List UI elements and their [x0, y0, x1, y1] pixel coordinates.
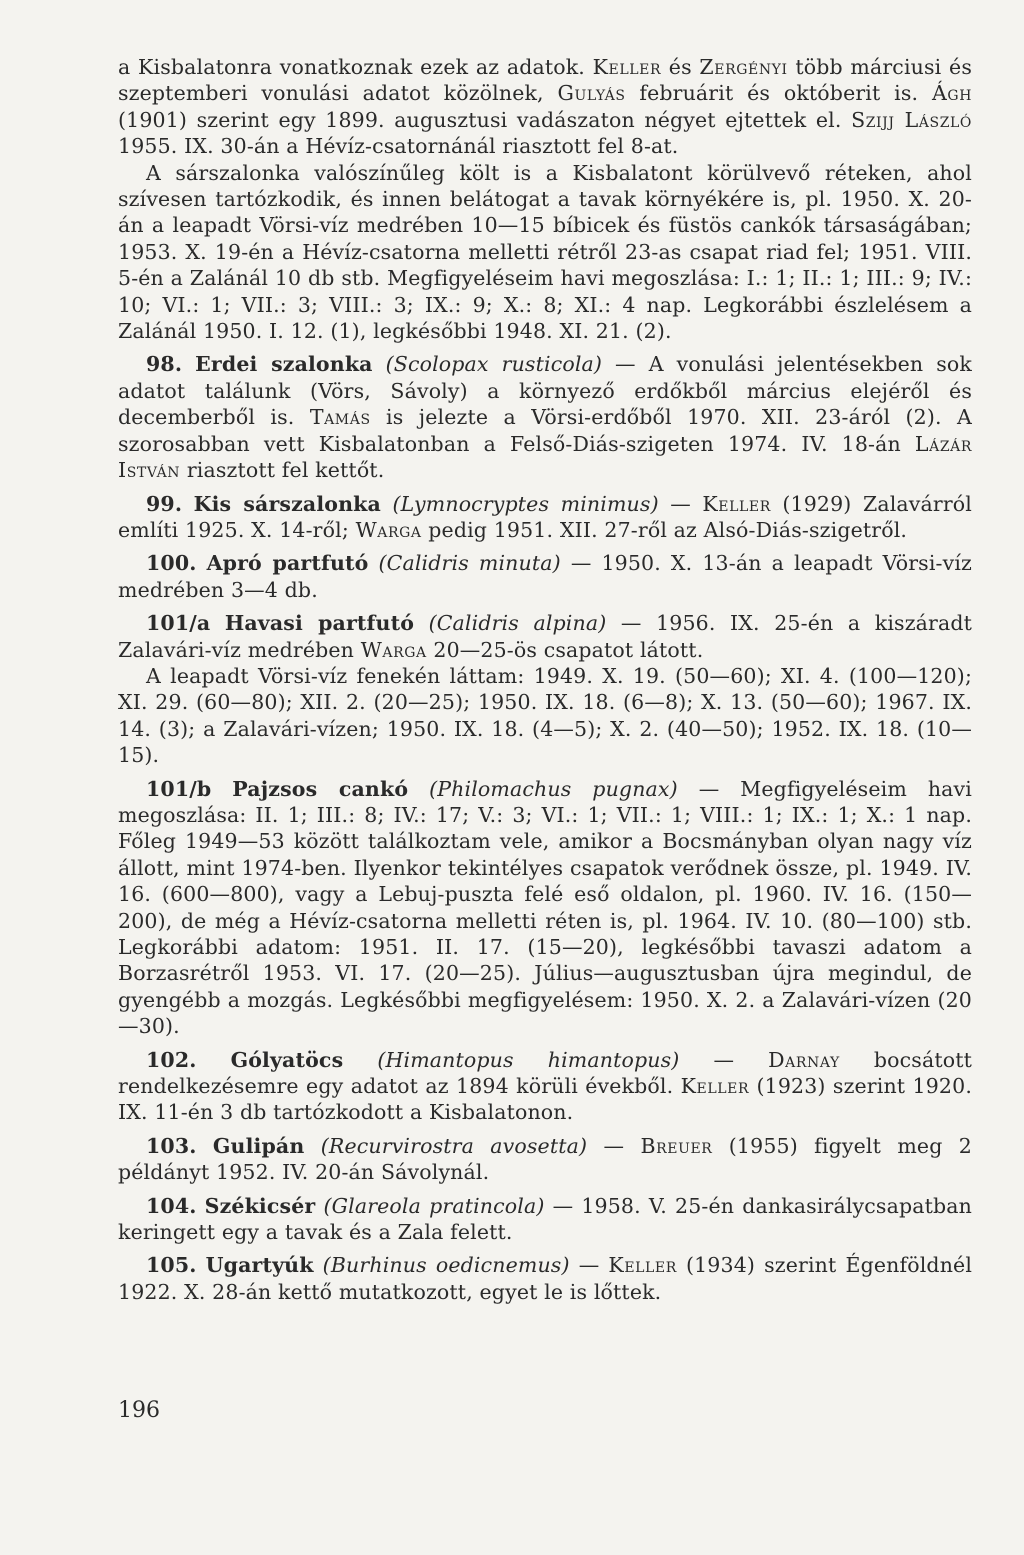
species-number: 102. [146, 1047, 197, 1072]
text-run: a Kisbalatonra vonatkoznak ezek az adatok. [118, 55, 593, 79]
species-entry [118, 1193, 972, 1246]
text-run: riasztott fel kettőt. [180, 458, 385, 483]
text-run: — [679, 1047, 769, 1072]
text-run: — 1958. V. 25-én dankasirálycsapatban keringett egy a tavak és a Zala felett. [118, 1193, 972, 1245]
author-name: Darnay [768, 1047, 840, 1072]
text-run: több márciusi és szeptemberi vonulási adatot közölnek, [118, 55, 972, 106]
species-number: 105. [146, 1253, 197, 1278]
text-run: — [587, 1133, 641, 1158]
text-run: (1901) szerint egy 1899. augusztusi vadászaton négyet ejtettek el. [118, 107, 852, 132]
author-name: Keller [608, 1253, 677, 1278]
author-name: Tamás [309, 405, 371, 430]
species-number: 98. [146, 352, 183, 377]
species-latin-name: (Calidris alpina) [428, 611, 607, 636]
author-name: Warga [360, 637, 427, 662]
text-run: pedig 1951. XII. 27-ről az Alsó-Diás-szigetről. [421, 517, 908, 542]
text-run: 20—25-ös csapatot látott. [426, 637, 704, 662]
text-run: (1955) figyelt meg 2 példányt 1952. IV. 20-án Sávolynál. [118, 1133, 972, 1185]
species-number: 103. [146, 1133, 197, 1158]
text-run: (1923) szerint 1920. IX. 11-én 3 db tartózkodott a Kisbalatonon. [118, 1074, 972, 1125]
species-number: 104. [146, 1193, 197, 1218]
text-run: (1929) Zalavárról említi 1925. X. 14-ről; [118, 491, 973, 542]
species-name: Pajzsos cankó [232, 776, 409, 801]
species-entry [118, 1252, 972, 1305]
species-name: Székicsér [204, 1193, 316, 1218]
text-run: — A vonulási jelentésekben sok adatot találunk (Vörs, Sávoly) a környező erdőkből március elejéről és decemberből is. [118, 352, 972, 430]
species-latin-name: (Lymnocryptes minimus) [392, 491, 659, 516]
author-name: Ágh [932, 81, 972, 106]
author-name: Zergényi [699, 55, 788, 79]
species-latin-name: (Himantopus himantopus) [377, 1047, 680, 1072]
species-latin-name: (Calidris minuta) [378, 551, 561, 576]
entry-continuation: A leapadt Vörsi-víz fenekén láttam: 1949. X. 19. (50—60); XI. 4. (100—120); XI. 29. (60—80); XII. 2. (20—25); 1950. IX. 18. (6—8); X. 13. (50—60); 1967. IX. 14. (3); a Zalavári-vízen; 1950. IX. 18. (4—5); X. 2. (40—50); 1952. IX. 18. (10—15). [118, 663, 972, 768]
text-run: — 1956. IX. 25-én a kiszáradt Zalavári-víz medrében [118, 611, 973, 662]
species-entry [118, 610, 972, 663]
text-run: — [658, 491, 703, 516]
species-entry [118, 351, 972, 483]
text-run: — 1950. X. 13-án a leapadt Vörsi-víz medrében 3—4 db. [118, 551, 972, 602]
species-name: Kis sárszalonka [193, 491, 381, 516]
intro-paragraph-1 [118, 54, 972, 160]
species-name: Havasi partfutó [224, 611, 415, 636]
page-text [118, 54, 972, 1305]
species-number: 101/a [146, 611, 211, 636]
text-run: 1955. IX. 30-án a Hévíz-csatornánál riasztott fel 8-at. [118, 134, 679, 159]
author-name: Keller [702, 491, 771, 516]
text-run: februárit és októberit is. [625, 81, 932, 106]
species-entry [118, 776, 972, 1040]
species-name: Apró partfutó [206, 551, 369, 576]
species-name: Ugartyúk [205, 1253, 314, 1278]
species-latin-name: (Recurvirostra avosetta) [320, 1133, 588, 1158]
species-entry [118, 491, 972, 544]
species-entry [118, 550, 972, 603]
species-entry [118, 1133, 972, 1186]
author-name: Keller [592, 55, 662, 79]
text-run: — Megfigyeléseim havi megoszlása: II. 1; III.: 8; IV.: 17; V.: 3; VI.: 1; VII.: 1; VIII.: 1; IX.: 1; X.: 1 nap. Főleg 1949—53 között találkoztam vele, amikor a Bocsmányban olyan nagy víz állott, mint 1974-ben. Ilyenkor tekintélyes csapatok verődnek össze, pl. 1949. IV. 16. (600—800), vagy a Lebuj-puszta felé eső oldalon, pl. 1960. IV. 16. (150—200), de még a Hévíz-csatorna melletti réten is, pl. 1964. IV. 10. (80—100) stb. Legkorábbi adatom: 1951. II. 17. (15—20), legkésőbbi tavaszi adatom a Borzasrétről 1953. VI. 17. (20—25). Július—augusztusban újra megindul, de gyengébb a mozgás. Legkésőbbi megfigyelésem: 1950. X. 2. a Zalavári-vízen (20—30). [118, 776, 972, 1039]
species-number: 100. [146, 551, 197, 576]
author-name: Breuer [640, 1133, 713, 1158]
species-entry [118, 1047, 972, 1126]
species-number: 101/b [146, 776, 212, 801]
intro-paragraph-2 [118, 160, 972, 345]
text-run: A sárszalonka valószínűleg költ is a Kisbalatont körülvevő réteken, ahol szívesen tartózkodik, és innen belátogat a tavak környékére is, pl. 1950. X. 20-án a leapadt Vörsi-víz medrében 10—15 bíbicek és füstös cankók társaságában; 1953. X. 19-én a Hévíz-csatorna melletti rétről 23-as csapat riad fel; 1951. VIII. 5-én a Zalánál 10 db stb. Megfigyeléseim havi megoszlása: I.: 1; II.: 1; III.: 9; IV.: 10; VI.: 1; VII.: 3; VIII.: 3; IX.: 9; X.: 8; XI.: 4 nap. Legkorábbi észlelésem a Zalánál 1950. I. 12. (1), legkésőbbi 1948. XI. 21. (2). [118, 160, 972, 344]
text-run: is jelezte a Vörsi-erdőből 1970. XII. 23-áról (2). A szorosabban vett Kisbalatonban a Felső-Diás-szigeten 1974. IV. 18-án [118, 405, 972, 456]
page-number: 196 [118, 1398, 160, 1423]
author-name: Szijj László [851, 107, 972, 132]
species-name: Gólyatöcs [230, 1047, 344, 1072]
text-run: — [569, 1253, 609, 1278]
species-latin-name: (Glareola pratincola) [323, 1193, 545, 1218]
author-name: Keller [680, 1074, 750, 1099]
species-latin-name: (Burhinus oedicnemus) [322, 1253, 570, 1278]
author-name: Gulyás [557, 81, 626, 106]
species-name: Gulipán [212, 1133, 305, 1158]
text-run: bocsátott rendelkezésemre egy adatot az 1894 körüli évekből. [118, 1047, 973, 1099]
species-name: Erdei szalonka [195, 352, 373, 377]
species-entries [118, 351, 972, 1305]
text-run: és [661, 55, 700, 79]
species-number: 99. [146, 491, 183, 516]
species-latin-name: (Scolopax rusticola) [385, 352, 603, 377]
author-name: Lázár István [118, 431, 972, 483]
text-run: (1934) szerint Égenföldnél 1922. X. 28-án kettő mutatkozott, egyet le is lőttek. [118, 1253, 973, 1304]
species-latin-name: (Philomachus pugnax) [429, 776, 678, 801]
author-name: Warga [355, 517, 422, 542]
